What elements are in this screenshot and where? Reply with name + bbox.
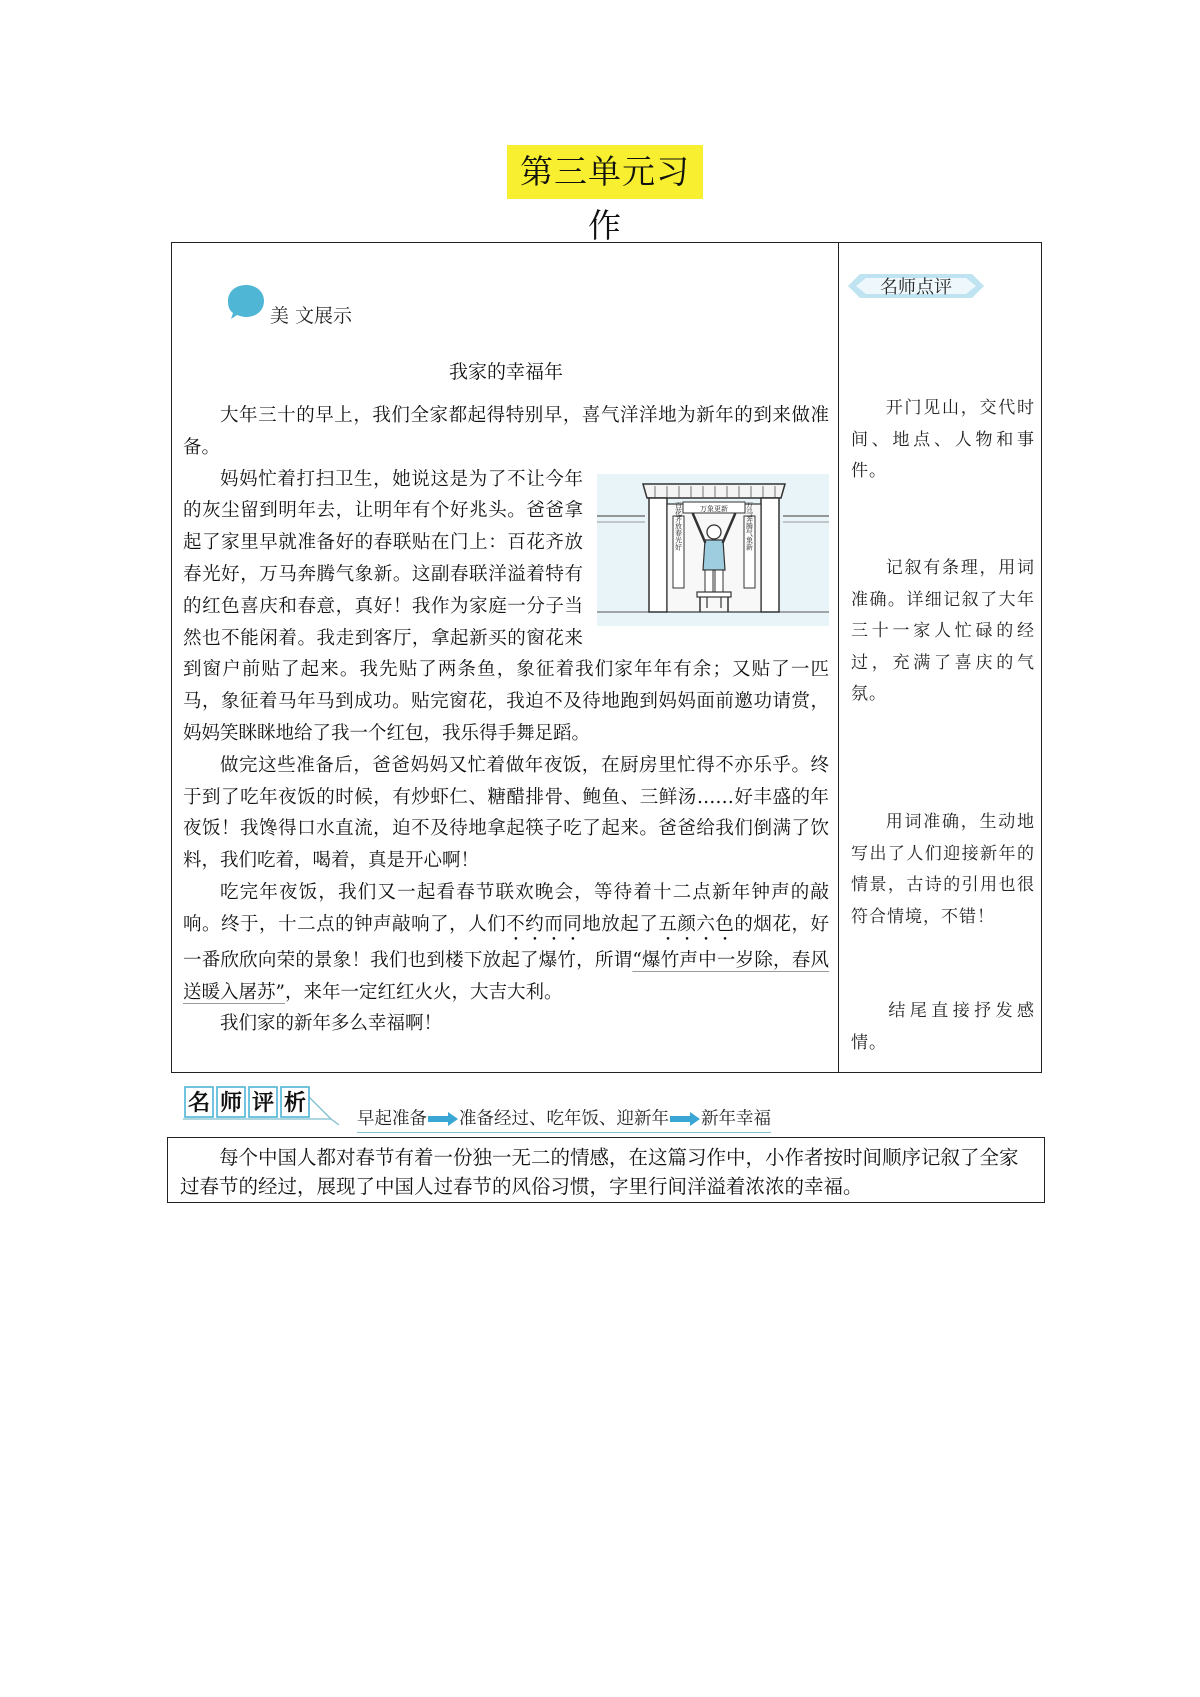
review-banner-label: 名师点评 [880,277,952,298]
couplet-illustration [597,474,829,626]
paragraph-2 [183,464,829,750]
arrow-right-icon [670,1112,700,1126]
couplet-banner: 万象更新 [700,504,728,513]
paragraph-2-text: 妈妈忙着打扫卫生，她说这是为了不让今年的灰尘留到明年去，让明年有个好兆头。爸爸拿起了家里早就准备好的春联贴在门上：百花齐放春光好，万马奔腾气象新。这副春联洋溢着特有的红色喜庆和春意，真好！我作为家庭一分子当然也不能闲着。我走到客厅，拿起新买的窗花来到窗户前贴了起来。我先贴了两条鱼，象征着我们家年年有余；又贴了一匹马，象征着马年马到成功。贴完窗花，我迫不及待地跑到妈妈面前邀功请赏，妈妈笑眯眯地给了我一个红包，我乐得手舞足蹈。 [183,468,829,744]
comment-3: 用词准确，生动地写出了人们迎接新年的情景，古诗的引用也很符合情境，不错！ [851,812,1035,927]
couplet-left: 百花齐放春光好 [674,501,683,551]
essay-body [183,400,829,1040]
comment-4: 结尾直接抒发感情。 [851,1001,1035,1053]
analysis-char-1: 名 [187,1091,211,1116]
paragraph-4: 吃完年夜饭，我们又一起看春节联欢晚会，等待着十二点新年钟声的敲响。终于，十二点的钟声敲响了，人们不约而同地放起了五颜六色的烟花，好一番欣欣向荣的景象！我们也到楼下放起了爆竹，所谓“爆竹声中一岁除，春风送暖入屠苏”，来年一定红红火火，大吉大利。 [183,881,829,1003]
structure-flow [357,1105,771,1133]
section-label: 美 文展示 [270,305,353,327]
analysis-char-3: 评 [251,1091,275,1116]
speech-bubble-icon [226,283,266,321]
column-divider [838,242,839,1073]
page-title: 第三单元习作 [507,145,703,199]
emphasized-phrase-2: 五颜六色 [658,913,735,935]
analysis-heading [181,1083,341,1125]
comment-1: 开门见山，交代时间、地点、人物和事件。 [851,398,1035,482]
analysis-char-4: 析 [283,1091,307,1116]
paragraph-1: 大年三十的早上，我们全家都起得特别早，喜气洋洋地为新年的到来做准备。 [183,405,829,458]
summary-text: 每个中国人都对春节有着一份独一无二的情感，在这篇习作中，小作者按时间顺序记叙了全家过春节的经过，展现了中国人过春节的风俗习惯，字里行间洋溢着浓浓的幸福。 [180,1146,1019,1198]
review-banner [846,270,986,302]
arrow-right-icon [428,1112,458,1126]
comment-2: 记叙有条理，用词准确。详细记叙了大年三十一家人忙碌的经过，充满了喜庆的气氛。 [851,558,1035,705]
emphasized-phrase-1: 不约而同 [506,913,583,935]
poem-quote: “爆竹声中一岁除，春风送暖入屠苏” [183,949,829,1003]
flow-step-3: 新年幸福 [701,1109,771,1129]
couplet-right: 万马奔腾气象新 [745,501,754,551]
paragraph-5: 我们家的新年多么幸福啊！ [220,1013,443,1035]
paragraph-3: 做完这些准备后，爸爸妈妈又忙着做年夜饭，在厨房里忙得不亦乐乎。终于到了吃年夜饭的时候，有炒虾仁、糖醋排骨、鲍鱼、三鲜汤……好丰盛的年夜饭！我馋得口水直流，迫不及待地拿起筷子吃了起来。爸爸给我们倒满了饮料，我们吃着，喝着，真是开心啊！ [183,754,829,872]
flow-step-1: 早起准备 [357,1109,427,1129]
flow-step-2: 准备经过、吃年饭、迎新年 [459,1109,669,1129]
summary-box [167,1137,1045,1203]
analysis-char-2: 师 [219,1091,243,1116]
essay-title: 我家的幸福年 [448,361,563,383]
